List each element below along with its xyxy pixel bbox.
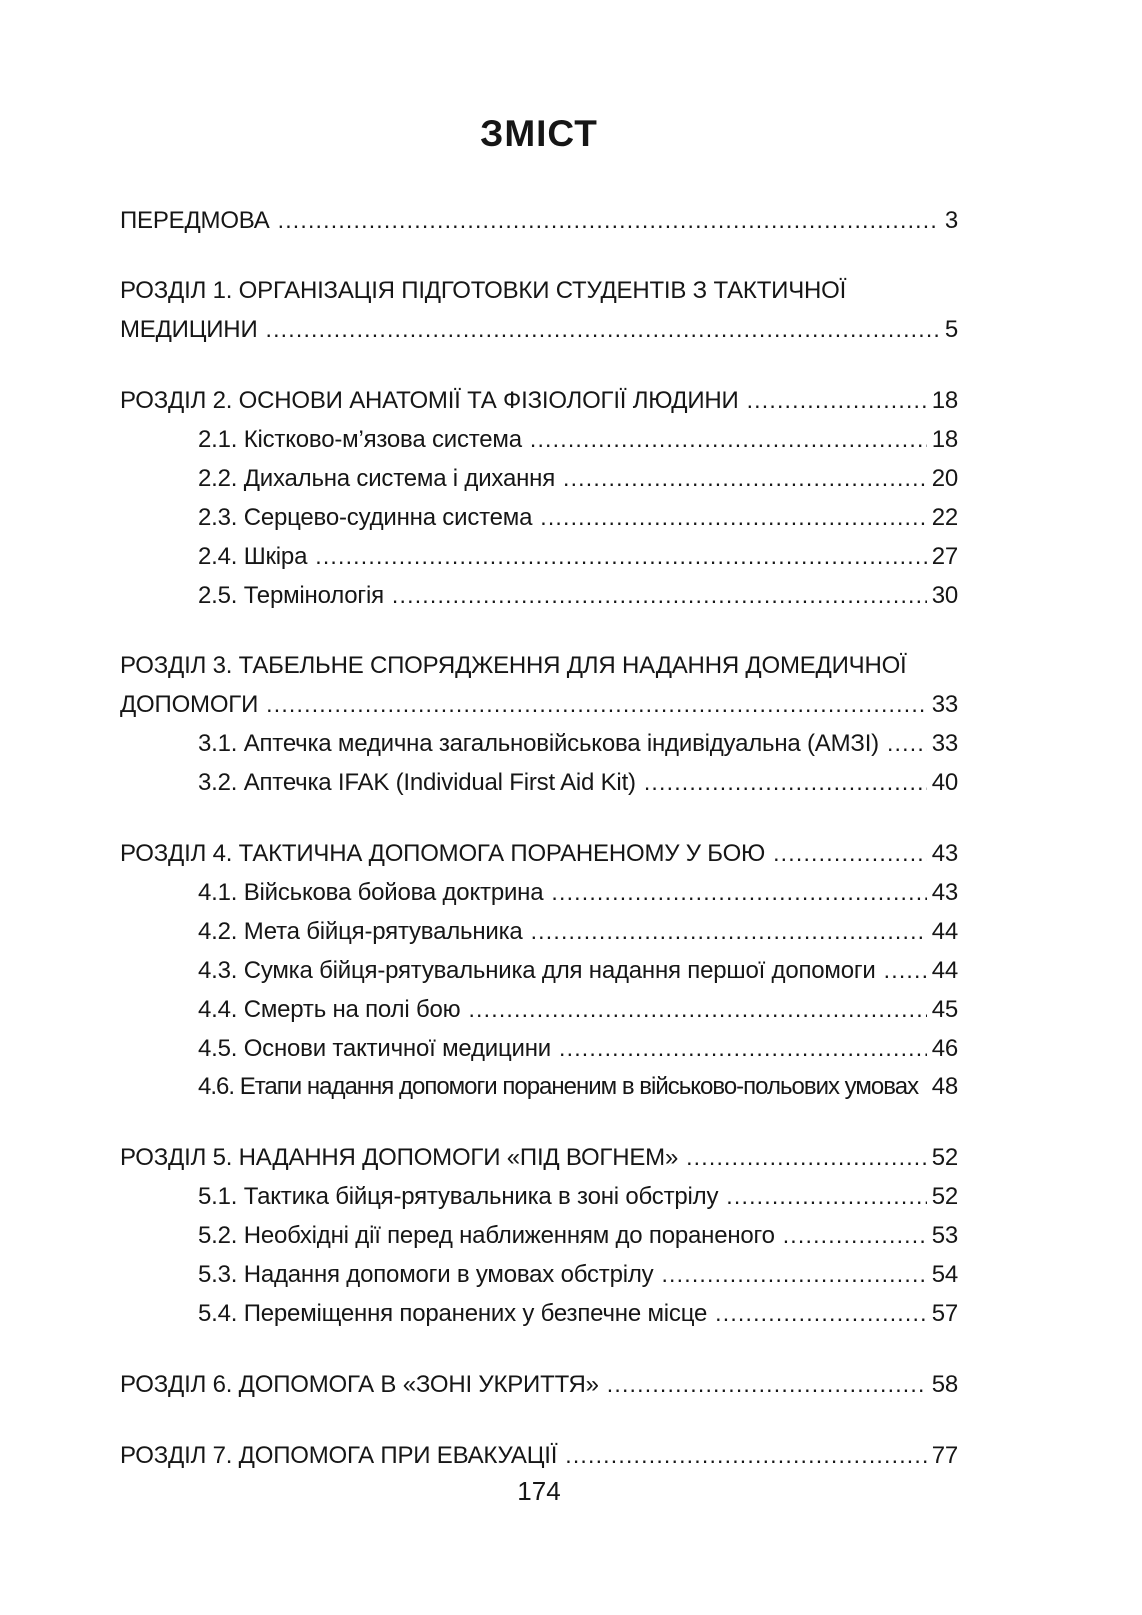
toc-row-label: 5.2. Необхідні дії перед наближенням до пораненого	[198, 1222, 775, 1249]
dot-leader	[530, 420, 927, 459]
toc-row-page: 33	[931, 730, 958, 757]
toc-row-label: 4.5. Основи тактичної медицини	[198, 1035, 552, 1062]
toc-row	[120, 1216, 958, 1255]
toc-row-label: РОЗДІЛ 3. ТАБЕЛЬНЕ СПОРЯДЖЕННЯ ДЛЯ НАДАННЯ ДОМЕДИЧНОЇ	[120, 652, 907, 679]
toc-row	[120, 834, 958, 873]
toc-row-label: 2.4. Шкіра	[198, 543, 308, 570]
toc-row	[120, 420, 958, 459]
toc-row	[120, 1068, 958, 1106]
toc-row-label: 5.3. Надання допомоги в умовах обстрілу	[198, 1261, 654, 1288]
toc-row-label: 4.2. Мета бійця-рятувальника	[198, 918, 523, 945]
dot-leader	[266, 685, 927, 724]
toc-row-label: ДОПОМОГИ	[120, 691, 259, 718]
dot-leader	[392, 576, 927, 615]
dot-leader	[531, 912, 927, 951]
toc-row-label: 2.3. Серцево-судинна система	[198, 504, 533, 531]
toc-row-label: 2.1. Кістково-м’язова система	[198, 426, 522, 453]
toc-row-page: 52	[931, 1183, 958, 1210]
toc-row	[120, 310, 958, 349]
toc-row-page: 40	[931, 769, 958, 796]
dot-leader	[887, 724, 927, 763]
toc-row-page: 58	[931, 1371, 958, 1398]
toc-row-label: РОЗДІЛ 1. ОРГАНІЗАЦІЯ ПІДГОТОВКИ СТУДЕНТІВ З ТАКТИЧНОЇ	[120, 277, 847, 304]
toc-row	[120, 1436, 958, 1475]
dot-leader	[266, 310, 940, 349]
toc-row-label: 5.1. Тактика бійця-рятувальника в зоні обстрілу	[198, 1183, 719, 1210]
toc-row	[120, 459, 958, 498]
toc-content	[120, 112, 958, 1475]
toc-row-label: 4.1. Військова бойова доктрина	[198, 879, 544, 906]
dot-leader	[540, 498, 926, 537]
toc-row-page: 46	[931, 1035, 958, 1062]
toc-row-page: 44	[931, 918, 958, 945]
toc-row	[120, 272, 958, 310]
toc-row-page: 77	[931, 1442, 958, 1469]
page-title: ЗМІСТ	[480, 113, 598, 154]
toc-row-page: 18	[931, 387, 958, 414]
toc-row	[120, 537, 958, 576]
toc-row-page: 5	[944, 316, 958, 343]
dot-leader	[559, 1029, 927, 1068]
toc-row-page: 20	[931, 465, 958, 492]
toc-row-label: 2.2. Дихальна система і дихання	[198, 465, 555, 492]
toc-row-page: 57	[931, 1300, 958, 1327]
toc-row-label: ПЕРЕДМОВА	[120, 207, 270, 234]
toc-row-page: 22	[931, 504, 958, 531]
toc-row-page: 53	[931, 1222, 958, 1249]
toc-row-label: 3.2. Аптечка IFAK (Individual First Aid Kit)	[198, 769, 636, 796]
toc-row-page: 3	[944, 207, 958, 234]
toc-row-page: 30	[931, 582, 958, 609]
toc-row-page: 43	[931, 840, 958, 867]
toc-row-page: 52	[931, 1144, 958, 1171]
dot-leader	[686, 1138, 927, 1177]
toc-row-label: 4.4. Смерть на полі бою	[198, 996, 461, 1023]
dot-leader	[715, 1294, 927, 1333]
dot-leader	[661, 1255, 926, 1294]
dot-leader	[278, 201, 940, 240]
dot-leader	[644, 763, 927, 802]
toc-row	[120, 1029, 958, 1068]
toc-row-label: РОЗДІЛ 2. ОСНОВИ АНАТОМІЇ ТА ФІЗІОЛОГІЇ ЛЮДИНИ	[120, 387, 739, 414]
dot-leader	[468, 990, 926, 1029]
toc-row-page: 54	[931, 1261, 958, 1288]
toc-row	[120, 912, 958, 951]
dot-leader	[747, 381, 927, 420]
toc-row	[120, 1365, 958, 1404]
dot-leader	[726, 1177, 926, 1216]
toc-row	[120, 1255, 958, 1294]
toc-row-page: 48	[931, 1073, 958, 1100]
toc-row	[120, 724, 958, 763]
toc-row	[120, 381, 958, 420]
toc-row	[120, 873, 958, 912]
toc-row-page: 18	[931, 426, 958, 453]
toc-row	[120, 990, 958, 1029]
dot-leader	[565, 1436, 926, 1475]
toc-row	[120, 1177, 958, 1216]
toc-row	[120, 647, 958, 685]
toc-row-page: 44	[931, 957, 958, 984]
toc-row-label: РОЗДІЛ 4. ТАКТИЧНА ДОПОМОГА ПОРАНЕНОМУ У БОЮ	[120, 840, 766, 867]
toc-row	[120, 763, 958, 802]
toc-row-label: РОЗДІЛ 5. НАДАННЯ ДОПОМОГИ «ПІД ВОГНЕМ»	[120, 1144, 679, 1171]
footer-page-number: 174	[517, 1476, 561, 1506]
toc-row-label: 2.5. Термінологія	[198, 582, 384, 609]
dot-leader	[783, 1216, 927, 1255]
toc-row-label: 3.1. Аптечка медична загальновійськова індивідуальна (АМЗІ)	[198, 730, 879, 757]
toc-row-page: 43	[931, 879, 958, 906]
toc-row-label: РОЗДІЛ 6. ДОПОМОГА В «ЗОНІ УКРИТТЯ»	[120, 1371, 599, 1398]
toc-row	[120, 576, 958, 615]
toc-row-page: 27	[931, 543, 958, 570]
toc-row-label: 5.4. Переміщення поранених у безпечне місце	[198, 1300, 708, 1327]
dot-leader	[563, 459, 927, 498]
toc-row-page: 45	[931, 996, 958, 1023]
toc-row	[120, 685, 958, 724]
dot-leader	[551, 873, 926, 912]
toc-row	[120, 1294, 958, 1333]
toc-row	[120, 951, 958, 990]
dot-leader	[315, 537, 926, 576]
dot-leader	[773, 834, 927, 873]
toc-row-label: МЕДИЦИНИ	[120, 316, 258, 343]
toc-row-label: 4.6. Етапи надання допомоги пораненим в військово-польових умовах	[198, 1073, 919, 1100]
toc-row-page: 33	[931, 691, 958, 718]
toc-row	[120, 1138, 958, 1177]
dot-leader	[884, 951, 927, 990]
toc-row-label: РОЗДІЛ 7. ДОПОМОГА ПРИ ЕВАКУАЦІЇ	[120, 1442, 558, 1469]
dot-leader	[607, 1365, 927, 1404]
toc-row-label: 4.3. Сумка бійця-рятувальника для надання першої допомоги	[198, 957, 876, 984]
toc-row	[120, 201, 958, 240]
toc-row	[120, 498, 958, 537]
